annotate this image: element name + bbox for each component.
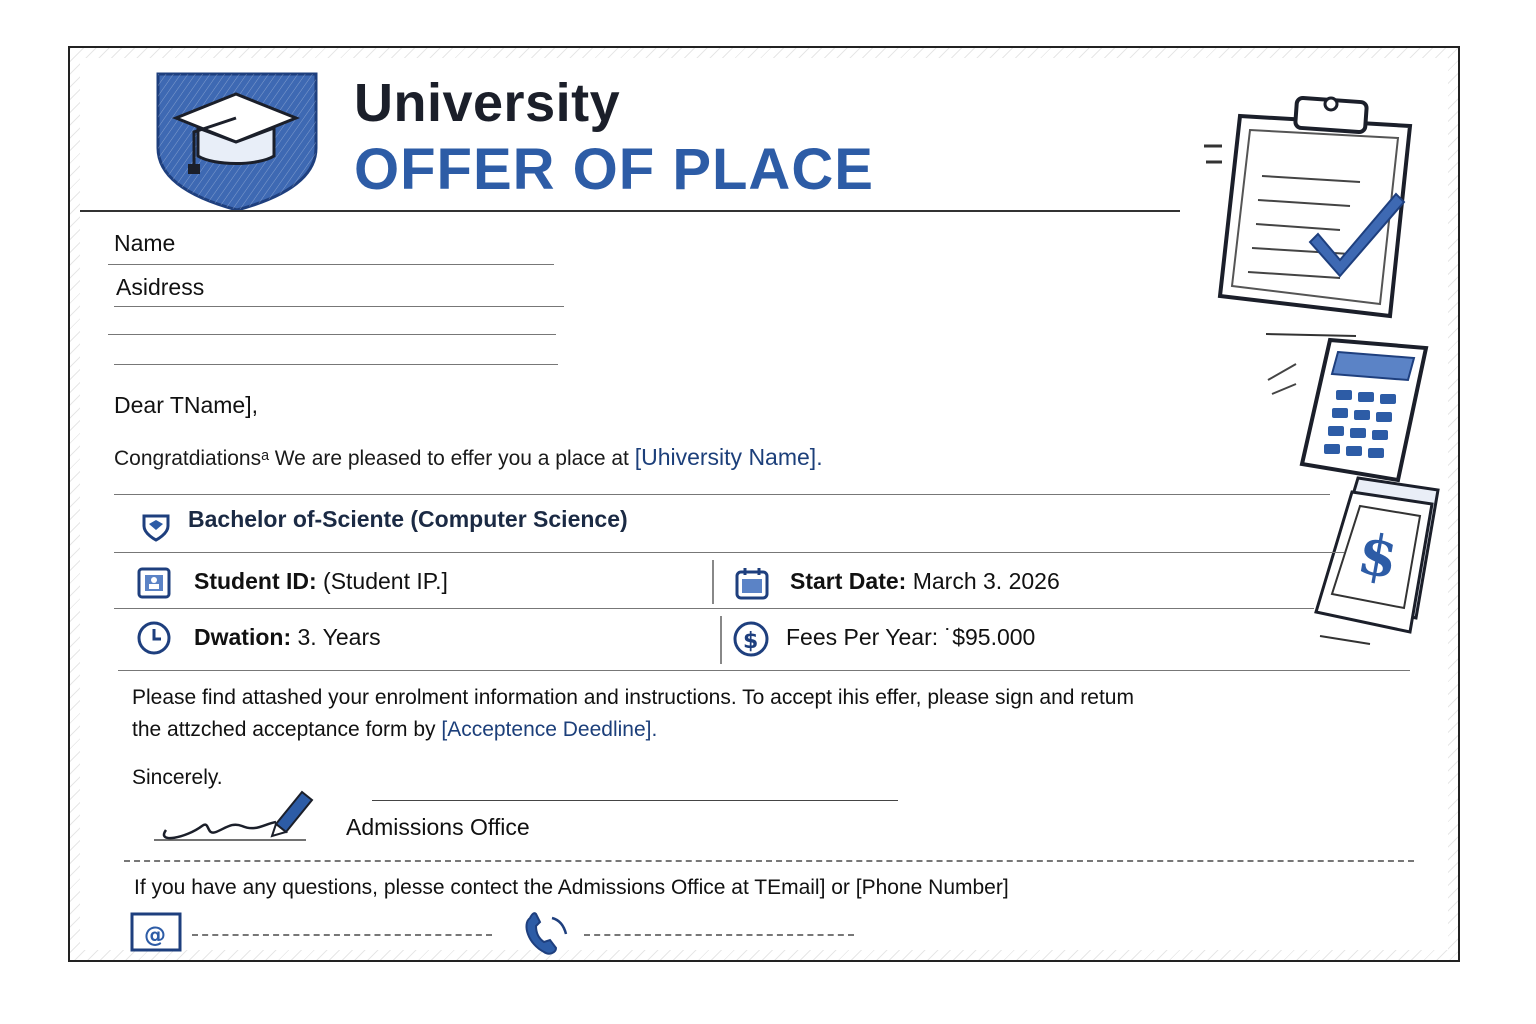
program-name: Bachelor of-Sciente (Computer Science) [188, 506, 628, 532]
clock-icon [136, 620, 172, 656]
address-line-1[interactable] [114, 306, 564, 307]
congratulations-line [114, 444, 823, 471]
calendar-icon [734, 566, 770, 600]
shield-icon [140, 510, 172, 542]
offer-letter-body [80, 58, 1448, 950]
duration-value: 3. Years [297, 624, 381, 650]
student-id-value: (Student IP.] [323, 568, 448, 594]
calculator-icon [1266, 320, 1436, 490]
start-date-label: Start Date: [790, 568, 907, 594]
money-icon [1300, 468, 1450, 648]
salutation: Dear TName], [114, 392, 259, 418]
student-id-label: Student ID: [194, 568, 317, 594]
clipboard-check-icon [1200, 86, 1430, 326]
phone-icon[interactable] [518, 910, 576, 958]
row1-column-separator [712, 560, 714, 604]
signature-line[interactable] [372, 800, 898, 801]
svg-text:$: $ [1352, 520, 1403, 593]
email-line[interactable] [192, 934, 492, 936]
fees-label: Fees Per Year: [786, 624, 939, 650]
row2-divider [118, 670, 1410, 671]
row1-divider [114, 608, 1314, 609]
program-top-divider [114, 494, 1330, 495]
acceptance-deadline-placeholder: [Acceptence Deedline]. [441, 718, 658, 741]
signature-with-pen [146, 774, 316, 854]
phone-line[interactable] [584, 934, 854, 936]
svg-text:$: $ [743, 629, 759, 654]
email-icon[interactable] [130, 912, 182, 952]
closing-text: Sincerely. [132, 766, 223, 789]
footer-divider [124, 860, 1414, 862]
student-id-field [194, 568, 448, 595]
fees-value: ˙$95.000 [944, 624, 1036, 650]
row2-column-separator [720, 616, 722, 664]
offer-letter-card [68, 46, 1460, 962]
address-line-2[interactable] [108, 334, 556, 335]
fees-field [786, 624, 1035, 651]
svg-text:@: @ [144, 923, 166, 948]
program-bottom-divider [114, 552, 1344, 553]
address-line-3[interactable] [114, 364, 558, 365]
pen-icon [272, 792, 312, 836]
instructions-line-2-text: the attzched acceptance form by [132, 718, 436, 741]
name-line[interactable] [108, 264, 554, 265]
start-date-field [790, 568, 1060, 595]
congratulations-text: Congratdiationsᵃ We are pleased to effer you a place at [114, 447, 629, 470]
address-label: Asidress [116, 274, 205, 300]
duration-label: Dwation: [194, 624, 292, 650]
signatory-name: Admissions Office [346, 814, 530, 840]
instructions-line-1: Please find attashed your enrolment information and instructions. To accept ihis effer, please sign and retum [132, 686, 1134, 709]
start-date-value: March 3. 2026 [912, 568, 1060, 594]
instructions-paragraph [132, 682, 1422, 746]
dollar-icon [732, 620, 770, 658]
university-name-placeholder: [Uhiversity Name]. [634, 444, 823, 470]
university-shield-logo [154, 70, 320, 212]
contact-line: If you have any questions, plesse contect the Admissions Office at TEmail] or [Phone Number] [134, 876, 1009, 899]
duration-field [194, 624, 381, 651]
name-label: Name [114, 230, 176, 256]
header-divider [80, 210, 1180, 212]
header-title-offer: OFFER OF PLACE [354, 137, 874, 202]
instructions-line-2 [132, 714, 1422, 746]
header-title-university: University [354, 73, 621, 133]
id-card-icon [136, 566, 172, 600]
